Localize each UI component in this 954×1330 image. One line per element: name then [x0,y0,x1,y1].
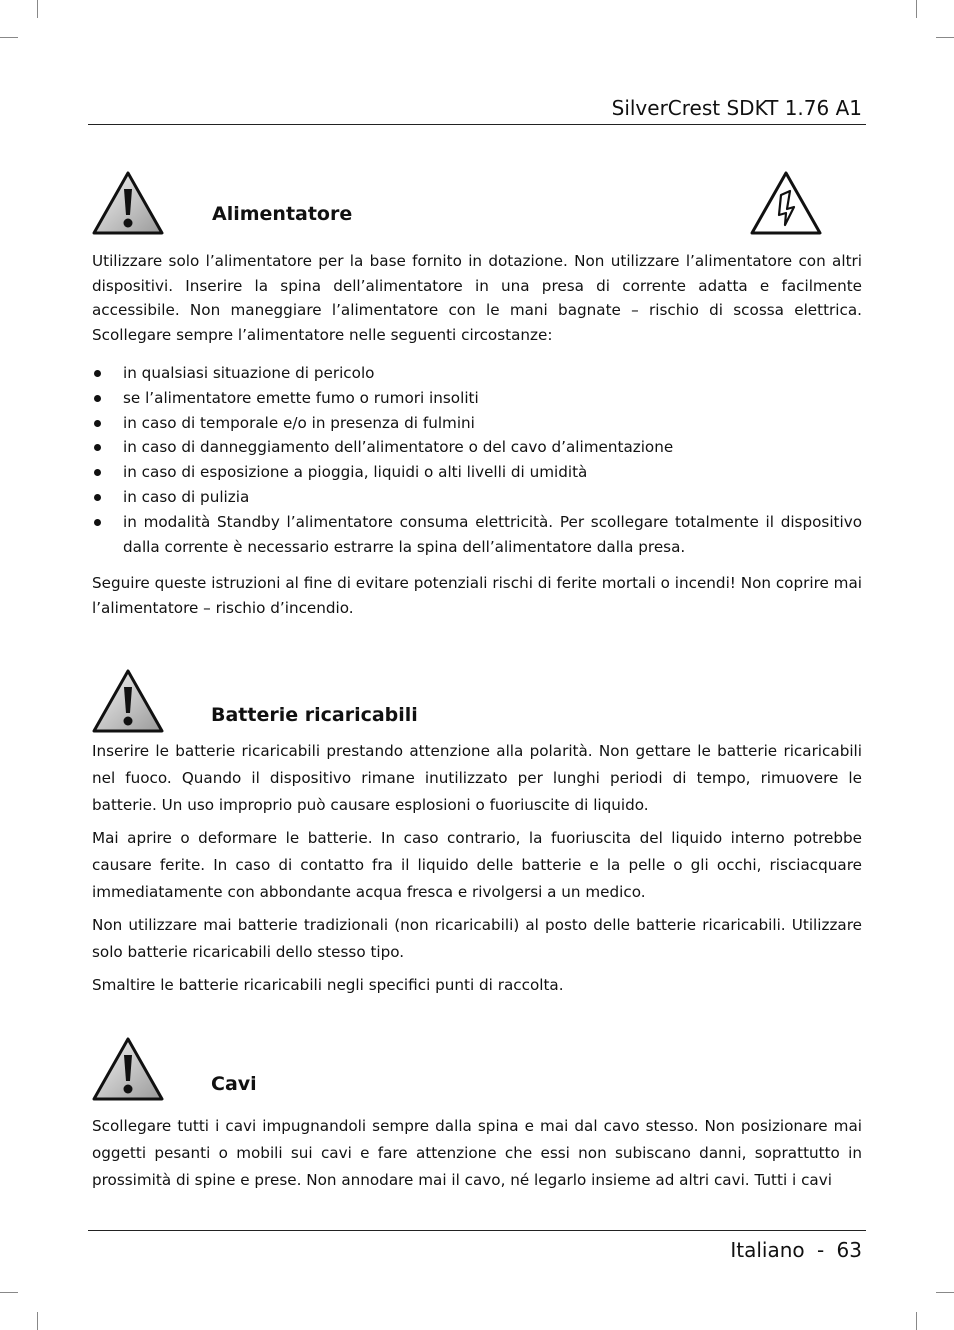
bullet-icon [94,494,101,501]
power-outro-paragraph: Seguire queste istruzioni al fine di evitare potenziali rischi di ferite mortali o incendi! Non coprire mai l’alimentatore – rischio d’incendio. [92,574,862,617]
bullet-icon [94,420,101,427]
crop-mark [0,1292,18,1293]
crop-mark [0,37,18,38]
batteries-paragraph: Inserire le batterie ricaricabili prestando attenzione alla polarità. Non gettare le batterie ricaricabili nel fuoco. Quando il dispositivo rimane inutilizzato per lunghi periodi di tempo, rimuovere le batterie. Un uso improprio può causare esplosioni o fuoriuscite di liquido. [92,742,862,814]
warning-triangle-icon [92,1037,164,1101]
section-heading-alimentatore: Alimentatore [212,203,353,225]
document-header-title: SilverCrest SDKT 1.76 A1 [611,96,862,120]
bullet-icon [94,444,101,451]
warning-triangle-icon [92,669,164,733]
crop-mark [37,0,38,18]
crop-mark [936,37,954,38]
power-circumstances-list [92,361,862,559]
list-item: in caso di temporale e/o in presenza di fulmini [92,411,862,436]
page-footer [730,1238,862,1262]
bullet-icon [94,370,101,377]
section-heading-cavi: Cavi [211,1073,257,1095]
list-item: in modalità Standby l’alimentatore consuma elettricità. Per scollegare totalmente il dispositivo dalla corrente è necessario estrarre la spina dell’alimentatore dalla presa. [92,510,862,560]
header-rule [88,124,866,125]
list-item: in qualsiasi situazione di pericolo [92,361,862,386]
batteries-paragraph: Mai aprire o deformare le batterie. In caso contrario, la fuoriuscita del liquido interno potrebbe causare ferite. In caso di contatto fra il liquido delle batterie e la pelle o gli occhi, risciacquare immediatamente con abbondante acqua fresca e rivolgersi a un medico. [92,829,862,901]
list-item: in caso di esposizione a pioggia, liquidi o alti livelli di umidità [92,460,862,485]
electric-shock-icon [750,171,822,235]
crop-mark [916,0,917,18]
warning-triangle-icon [92,171,164,235]
power-intro-paragraph: Utilizzare solo l’alimentatore per la base fornito in dotazione. Non utilizzare l’alimentatore con altri dispositivi. Inserire la spina dell’alimentatore in una presa di corrente adatta e facilmente accessibile. Non maneggiare l’alimentatore con le mani bagnate – rischio di scossa elettrica. Scollegare sempre l’alimentatore nelle seguenti circostanze: [92,252,862,344]
list-item: in caso di pulizia [92,485,862,510]
batteries-paragraph: Smaltire le batterie ricaricabili negli specifici punti di raccolta. [92,976,564,994]
cables-paragraph: Scollegare tutti i cavi impugnandoli sempre dalla spina e mai dal cavo stesso. Non posizionare mai oggetti pesanti o mobili sui cavi e fare attenzione che essi non subiscano danni, soprattutto in prossimità di spine e prese. Non annodare mai il cavo, né legarlo insieme ad altri cavi. Tutti i cavi [92,1117,862,1189]
footer-separator: - [816,1238,825,1262]
list-item: se l’alimentatore emette fumo o rumori insoliti [92,386,862,411]
footer-rule [88,1230,866,1231]
crop-mark [916,1312,917,1330]
section-heading-batterie: Batterie ricaricabili [211,704,418,726]
page-number: 63 [836,1238,862,1262]
crop-mark [936,1292,954,1293]
bullet-icon [94,395,101,402]
bullet-icon [94,469,101,476]
list-item: in caso di danneggiamento dell’alimentatore o del cavo d’alimentazione [92,435,862,460]
batteries-paragraph: Non utilizzare mai batterie tradizionali (non ricaricabili) al posto delle batterie ricaricabili. Utilizzare solo batterie ricaricabili dello stesso tipo. [92,916,862,961]
bullet-icon [94,519,101,526]
crop-mark [37,1312,38,1330]
footer-language: Italiano [730,1238,805,1262]
